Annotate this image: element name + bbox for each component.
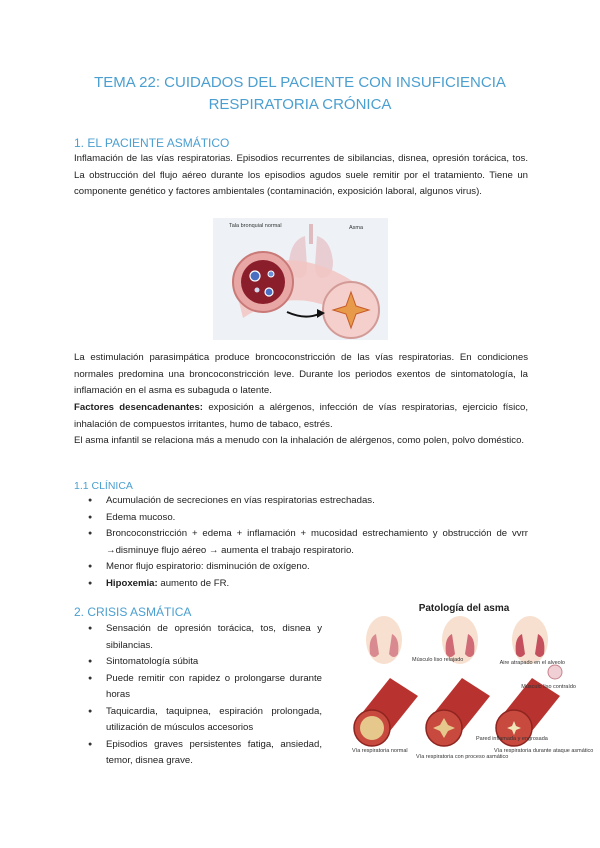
asthma-pathology-figure	[350, 600, 594, 765]
label-muscle-contracted: Músculo liso contraído	[521, 684, 576, 690]
crisis-list	[74, 621, 322, 770]
label-air-trapped: Aire atrapado en el alveolo	[499, 660, 565, 666]
list-item: ● Puede remitir con rapidez o prolongarse durante horas	[74, 671, 322, 704]
title-line-1: TEMA 22: CUIDADOS DEL PACIENTE CON INSUFICIENCIA	[94, 74, 506, 91]
list-item: ● Episodios graves persistentes fatiga, ansiedad, temor, disnea grave.	[74, 737, 322, 770]
factors-text: exposición a alérgenos, infección de vías respiratorias, ejercicio físico, inhalación de compuestos irritantes, humo de tabaco, estrés.	[74, 402, 528, 430]
section-heading-clinical: 1.1 CLÍNICA	[74, 480, 133, 492]
list-item: ● Edema mucoso.	[74, 510, 528, 527]
hypoxemia-label: Hipoxemia:	[106, 577, 158, 589]
figure-label-asthma: Asma	[349, 225, 364, 231]
torso-normal-icon	[366, 616, 402, 664]
airway-normal-section	[354, 678, 418, 746]
figure-label-normal: Tala bronquial normal	[229, 223, 282, 229]
factors-label: Factores desencadenantes:	[74, 402, 204, 413]
section1-factors	[74, 400, 528, 433]
section-heading-asthmatic-patient: 1. EL PACIENTE ASMÁTICO	[74, 136, 230, 150]
list-item: ● Sensación de opresión torácica, tos, disnea y sibilancias.	[74, 621, 322, 654]
label-wall: Pared inflamada y engrosada	[476, 736, 548, 742]
section1-parasympathetic: La estimulación parasimpática produce broncoconstricción de las vías respiratorias. En condiciones normales predomina una broncoconstricción leve. Durante los periodos exentos de sintomatología, la inflamación en el asma es subaguda o latente.	[74, 352, 528, 396]
asthma-pathology-illustration	[350, 600, 594, 765]
figure-title: Patología del asma	[418, 603, 510, 614]
normal-bronchus-section	[233, 252, 293, 312]
bronchial-illustration	[213, 218, 388, 340]
label-airway-normal: Vía respiratoria normal	[352, 748, 408, 754]
list-item	[74, 576, 528, 593]
list-item: ● Sintomatología súbita	[74, 654, 322, 671]
label-muscle-relaxed: Músculo liso relajado	[412, 657, 464, 663]
list-item: ● Menor flujo espiratorio: disminución de oxígeno.	[74, 559, 528, 576]
section1-childhood-asthma: El asma infantil se relaciona más a menudo con la inhalación de alérgenos, como polen, polvo doméstico.	[74, 435, 525, 446]
list-item: ● Acumulación de secreciones en vías respiratorias estrechadas.	[74, 493, 528, 510]
torso-crisis-icon	[512, 616, 562, 679]
asthma-bronchus-section	[323, 282, 379, 338]
label-airway-crisis: Vía respiratoria durante ataque asmático	[494, 748, 594, 754]
section-heading-asthma-crisis: 2. CRISIS ASMÁTICA	[74, 605, 192, 619]
clinical-list	[74, 493, 528, 592]
hypoxemia-text: aumento de FR.	[157, 577, 230, 589]
bronchial-tree-figure	[213, 218, 388, 340]
list-item: ● Broncoconstricción + edema + inflamación + mucosidad estrechamiento y obstrucción de vvrr →disminuye flujo aéreo → aumenta el trabajo respiratorio.	[74, 526, 528, 559]
section1-intro: Inflamación de las vías respiratorias. Episodios recurrentes de sibilancias, disnea, opresión torácica, tos. La obstrucción del flujo aéreo durante los episodios agudos suele remitir por el tratamiento. Tiene un componente genético y factores ambientales (contaminación, exposición laboral, algunos virus).	[74, 153, 528, 197]
list-item: ● Taquicardia, taquipnea, espiración prolongada, utilización de músculos accesorios	[74, 704, 322, 737]
title-line-2: RESPIRATORIA CRÓNICA	[208, 96, 392, 113]
label-airway-process: Vía respiratoria con proceso asmático	[416, 754, 509, 760]
page-title	[60, 72, 540, 116]
